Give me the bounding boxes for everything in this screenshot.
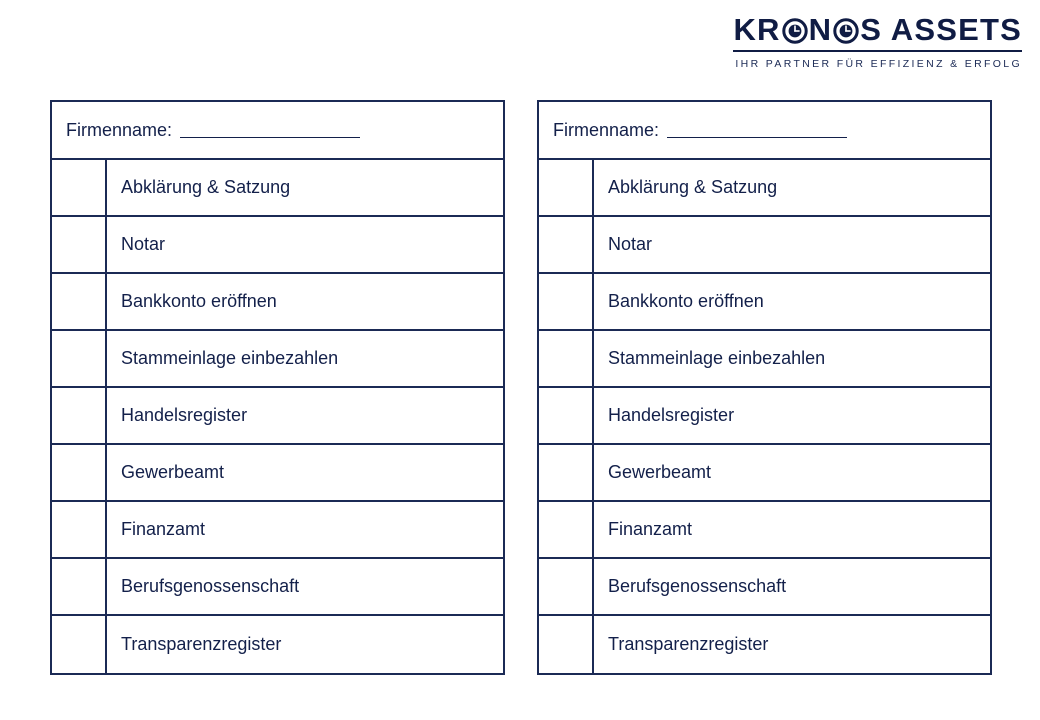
table-row[interactable] <box>52 217 503 274</box>
task-label: Finanzamt <box>608 519 693 539</box>
checkbox-cell[interactable] <box>539 388 594 443</box>
task-label: Gewerbeamt <box>608 462 712 482</box>
task-label: Abklärung & Satzung <box>608 177 778 197</box>
checkbox-cell[interactable] <box>52 616 107 673</box>
table-row[interactable] <box>539 274 990 331</box>
checkbox-cell[interactable] <box>52 388 107 443</box>
table-row[interactable] <box>539 445 990 502</box>
checkbox-cell[interactable] <box>539 160 594 215</box>
task-label: Berufsgenossenschaft <box>608 576 787 596</box>
checkbox-cell[interactable] <box>52 331 107 386</box>
task-label: Transparenzregister <box>121 634 282 654</box>
company-name-header <box>539 102 990 160</box>
task-label: Bankkonto eröffnen <box>608 291 764 311</box>
task-label: Stammeinlage einbezahlen <box>608 348 826 368</box>
task-label: Transparenzregister <box>608 634 769 654</box>
checkbox-cell[interactable] <box>539 502 594 557</box>
table-row[interactable] <box>539 559 990 616</box>
table-row[interactable] <box>52 388 503 445</box>
checkbox-cell[interactable] <box>52 559 107 614</box>
checkbox-cell[interactable] <box>52 274 107 329</box>
company-name-input[interactable] <box>667 123 847 138</box>
checkbox-cell[interactable] <box>52 445 107 500</box>
task-label: Berufsgenossenschaft <box>121 576 300 596</box>
brand-name-part2: N <box>808 12 833 47</box>
table-row[interactable] <box>539 217 990 274</box>
table-row[interactable] <box>52 616 503 673</box>
task-label: Notar <box>121 234 166 254</box>
table-row[interactable] <box>52 274 503 331</box>
task-label: Bankkonto eröffnen <box>121 291 277 311</box>
table-row[interactable] <box>52 559 503 616</box>
checkbox-cell[interactable] <box>52 160 107 215</box>
checkbox-cell[interactable] <box>539 217 594 272</box>
table-row[interactable] <box>52 502 503 559</box>
clock-icon <box>782 18 808 44</box>
table-row[interactable] <box>539 388 990 445</box>
company-name-label: Firmenname: <box>553 119 660 140</box>
brand-title <box>733 14 1022 45</box>
clock-icon-secondary <box>833 18 859 44</box>
task-label: Stammeinlage einbezahlen <box>121 348 339 368</box>
table-row[interactable] <box>539 502 990 559</box>
task-label: Handelsregister <box>608 405 735 425</box>
brand-logo <box>733 14 1022 70</box>
checkbox-cell[interactable] <box>539 616 594 673</box>
brand-divider <box>733 50 1022 52</box>
table-row[interactable] <box>52 331 503 388</box>
table-row[interactable] <box>539 160 990 217</box>
company-name-header <box>52 102 503 160</box>
table-row[interactable] <box>52 445 503 502</box>
table-row[interactable] <box>539 616 990 673</box>
checklist-card-right <box>537 100 992 675</box>
company-name-input[interactable] <box>180 123 360 138</box>
task-label: Handelsregister <box>121 405 248 425</box>
task-label: Gewerbeamt <box>121 462 225 482</box>
brand-tagline: IHR PARTNER FÜR EFFIZIENZ & ERFOLG <box>735 58 1022 70</box>
checkbox-cell[interactable] <box>52 502 107 557</box>
checkbox-cell[interactable] <box>539 274 594 329</box>
checkbox-cell[interactable] <box>539 331 594 386</box>
brand-name-part1: KR <box>733 12 781 47</box>
task-label: Finanzamt <box>121 519 206 539</box>
table-row[interactable] <box>52 160 503 217</box>
checklist-card-left <box>50 100 505 675</box>
brand-name-part3: S ASSETS <box>860 12 1022 47</box>
company-name-label: Firmenname: <box>66 119 173 140</box>
checkbox-cell[interactable] <box>539 559 594 614</box>
checkbox-cell[interactable] <box>52 217 107 272</box>
table-row[interactable] <box>539 331 990 388</box>
checkbox-cell[interactable] <box>539 445 594 500</box>
task-label: Abklärung & Satzung <box>121 177 291 197</box>
task-label: Notar <box>608 234 653 254</box>
